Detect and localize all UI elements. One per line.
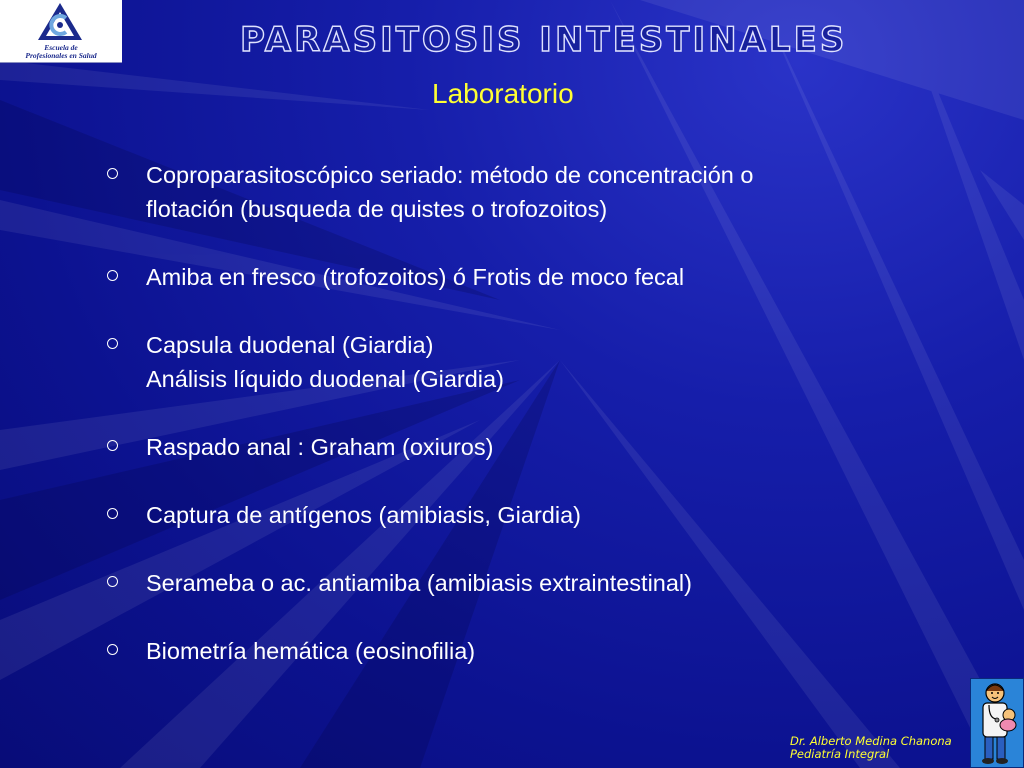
bullet-item <box>103 328 933 396</box>
hollow-circle-bullet-icon <box>107 644 118 655</box>
doctor-with-baby-icon <box>970 678 1024 768</box>
bullet-item <box>103 158 933 226</box>
hollow-circle-bullet-icon <box>107 338 118 349</box>
bullet-text: Capsula duodenal (Giardia) <box>146 332 434 358</box>
bullet-text: Raspado anal : Graham (oxiuros) <box>146 434 494 460</box>
bullet-item <box>103 498 933 532</box>
logo-emblem-icon <box>36 2 84 42</box>
hollow-circle-bullet-icon <box>107 576 118 587</box>
slide-title: PARASITOSIS INTESTINALES <box>240 20 848 60</box>
logo-name-line1: Escuela de <box>44 43 78 52</box>
author-name: Dr. Alberto Medina Chanona <box>790 734 952 748</box>
bullet-text: Captura de antígenos (amibiasis, Giardia) <box>146 502 581 528</box>
bullet-text: Amiba en fresco (trofozoitos) ó Frotis de moco fecal <box>146 264 685 290</box>
bullet-item <box>103 566 933 600</box>
hollow-circle-bullet-icon <box>107 508 118 519</box>
hollow-circle-bullet-icon <box>107 440 118 451</box>
slide-subtitle: Laboratorio <box>432 78 574 109</box>
author-department: Pediatría Integral <box>790 747 890 761</box>
bullet-item <box>103 260 933 294</box>
bullet-text: flotación (busqueda de quistes o trofozoitos) <box>146 196 608 222</box>
author-credit <box>790 735 952 761</box>
school-logo <box>0 0 122 63</box>
bullet-item <box>103 430 933 464</box>
hollow-circle-bullet-icon <box>107 270 118 281</box>
bullet-list <box>103 158 933 668</box>
bullet-item <box>103 634 933 668</box>
bullet-text: Serameba o ac. antiamiba (amibiasis extraintestinal) <box>146 570 692 596</box>
bullet-text: Análisis líquido duodenal (Giardia) <box>146 366 504 392</box>
bullet-text: Coproparasitoscópico seriado: método de concentración o <box>146 162 754 188</box>
bullet-text: Biometría hemática (eosinofilia) <box>146 638 476 664</box>
logo-name-line2: Profesionales en Salud <box>25 51 97 60</box>
hollow-circle-bullet-icon <box>107 168 118 179</box>
